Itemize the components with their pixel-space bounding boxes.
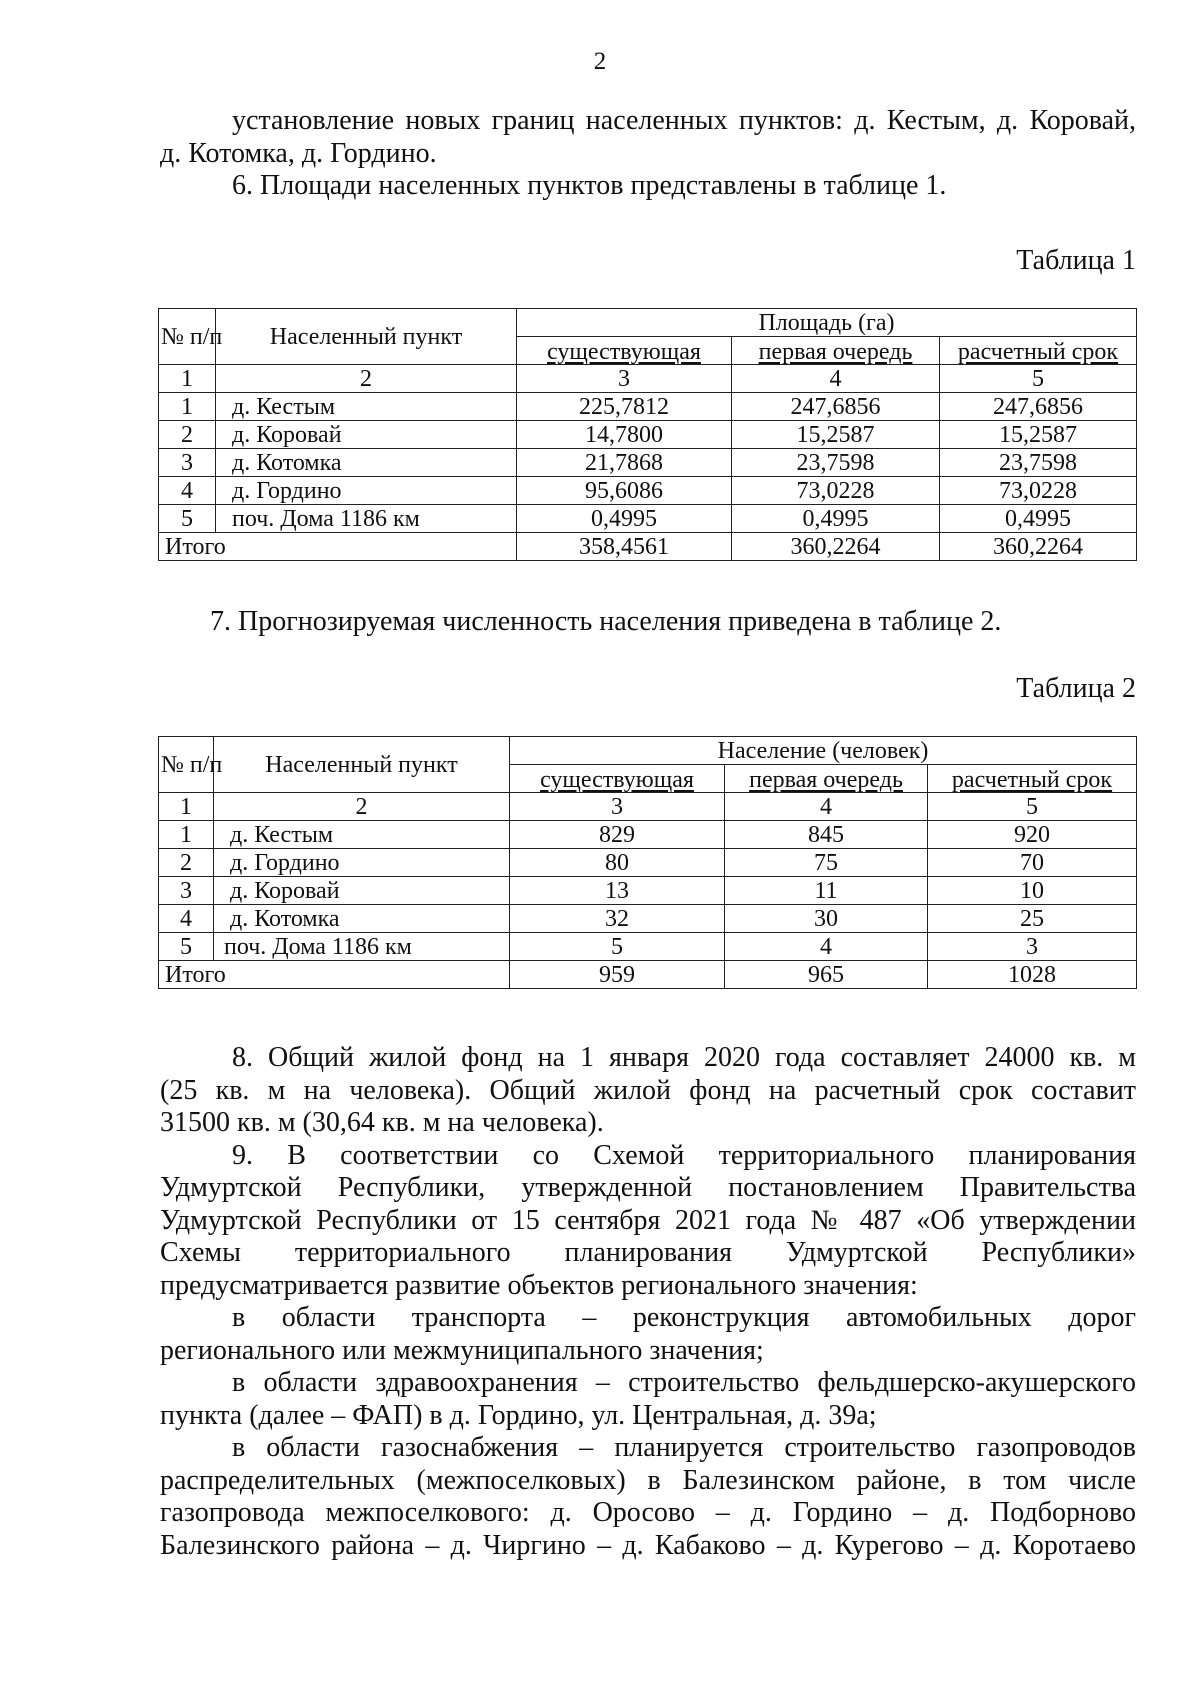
item-9-line: Удмуртской Республики, утвержденной постановлением Правительства <box>160 1172 1136 1203</box>
total-target-term: 1028 <box>928 961 1137 989</box>
settlement-name: поч. Дома 1186 км <box>214 933 510 961</box>
total-target-term: 360,2264 <box>940 533 1137 561</box>
settlement-name: д. Гордино <box>214 849 510 877</box>
item-9-line: Удмуртской Республики от 15 сентября 2021 года № 487 «Об утверждении <box>160 1204 1136 1236</box>
health-line: пункта (далее – ФАП) в д. Гордино, ул. Центральная, д. 39а; <box>160 1399 877 1431</box>
row-num: 2 <box>159 849 214 877</box>
first-stage-value: 845 <box>725 821 928 849</box>
settlement-name: д. Кестым <box>216 393 517 421</box>
table2-caption: Таблица 2 <box>1016 673 1136 704</box>
transport-line: регионального или межмуниципального значения; <box>160 1334 764 1366</box>
item-9-line: предусматривается развитие объектов регионального значения: <box>160 1269 918 1301</box>
intro-paragraph <box>160 105 1136 203</box>
target-term-value: 70 <box>928 849 1137 877</box>
settlement-name: д. Коровай <box>216 421 517 449</box>
col-target-term-header: расчетный срок <box>928 765 1137 793</box>
table-header-row <box>159 309 1137 337</box>
table-row <box>159 421 1137 449</box>
row-num: 2 <box>159 421 216 449</box>
table-row <box>159 821 1137 849</box>
total-label: Итого <box>159 961 510 989</box>
first-stage-value: 75 <box>725 849 928 877</box>
gas-line: в области газоснабжения – планируется строительство газопроводов <box>232 1432 1136 1463</box>
first-stage-value: 23,7598 <box>732 449 940 477</box>
item-8-line: 8. Общий жилой фонд на 1 января 2020 года составляет 24000 кв. м <box>232 1042 1136 1073</box>
row-num: 5 <box>159 933 214 961</box>
existing-value: 80 <box>510 849 725 877</box>
col-existing-header: существующая <box>510 765 725 793</box>
table-row <box>159 877 1137 905</box>
row-num: 4 <box>159 477 216 505</box>
total-label: Итого <box>159 533 517 561</box>
target-term-value: 15,2587 <box>940 421 1137 449</box>
row-num: 4 <box>159 905 214 933</box>
col-target-term-header: расчетный срок <box>940 337 1137 365</box>
index-cell: 4 <box>725 793 928 821</box>
table-index-row <box>159 793 1137 821</box>
total-first-stage: 965 <box>725 961 928 989</box>
col-first-stage-header: первая очередь <box>725 765 928 793</box>
target-term-value: 247,6856 <box>940 393 1137 421</box>
page-number: 2 <box>593 48 607 75</box>
item-9-line: 9. В соответствии со Схемой территориального планирования <box>232 1139 1136 1171</box>
item-8-line: (25 кв. м на человека). Общий жилой фонд на расчетный срок составит <box>160 1074 1136 1106</box>
index-cell: 5 <box>928 793 1137 821</box>
population-group-header: Население (человек) <box>510 737 1137 765</box>
first-stage-value: 73,0228 <box>732 477 940 505</box>
settlement-name: д. Котомка <box>214 905 510 933</box>
item-6: 6. Площади населенных пунктов представлены в таблице 1. <box>232 170 947 201</box>
table-index-row <box>159 365 1137 393</box>
table1-caption: Таблица 1 <box>1016 245 1136 276</box>
index-cell: 4 <box>732 365 940 393</box>
area-table <box>158 308 1137 561</box>
table-total-row <box>159 961 1137 989</box>
first-stage-value: 247,6856 <box>732 393 940 421</box>
target-term-value: 0,4995 <box>940 505 1137 533</box>
target-term-value: 10 <box>928 877 1137 905</box>
gas-line: газопровода межпоселкового: д. Оросово – д. Гордино – д. Подборново <box>160 1497 1136 1528</box>
col-existing-header: существующая <box>517 337 732 365</box>
row-num: 1 <box>159 393 216 421</box>
total-existing: 959 <box>510 961 725 989</box>
target-term-value: 73,0228 <box>940 477 1137 505</box>
health-line: в области здравоохранения – строительство фельдшерско-акушерского <box>232 1367 1136 1398</box>
settlement-name: д. Коровай <box>214 877 510 905</box>
intro-line: д. Котомка, д. Гордино. <box>160 137 437 169</box>
item-8-line: 31500 кв. м (30,64 кв. м на человека). <box>160 1107 604 1138</box>
first-stage-value: 4 <box>725 933 928 961</box>
col-name-header: Населенный пункт <box>214 737 510 793</box>
col-name-header: Населенный пункт <box>216 309 517 365</box>
table-row <box>159 905 1137 933</box>
transport-line: в области транспорта – реконструкция автомобильных дорог <box>232 1302 1136 1333</box>
index-cell: 5 <box>940 365 1137 393</box>
settlement-name: д. Котомка <box>216 449 517 477</box>
item-7-paragraph <box>160 606 1136 639</box>
col-num-header: № п/п <box>159 309 216 365</box>
item-7: 7. Прогнозируемая численность населения приведена в таблице 2. <box>210 606 1002 637</box>
existing-value: 13 <box>510 877 725 905</box>
existing-value: 14,7800 <box>517 421 732 449</box>
target-term-value: 920 <box>928 821 1137 849</box>
settlement-name: д. Кестым <box>214 821 510 849</box>
gas-line: Балезинского района – д. Чиргино – д. Кабаково – д. Курегово – д. Коротаево <box>160 1529 1136 1561</box>
area-group-header: Площадь (га) <box>517 309 1137 337</box>
existing-value: 21,7868 <box>517 449 732 477</box>
first-stage-value: 0,4995 <box>732 505 940 533</box>
existing-value: 225,7812 <box>517 393 732 421</box>
body-paragraphs <box>160 1042 1136 1562</box>
table-total-row <box>159 533 1137 561</box>
index-cell: 3 <box>517 365 732 393</box>
first-stage-value: 15,2587 <box>732 421 940 449</box>
intro-line: установление новых границ населенных пунктов: д. Кестым, д. Коровай, <box>232 105 1136 136</box>
row-num: 3 <box>159 877 214 905</box>
target-term-value: 3 <box>928 933 1137 961</box>
gas-line: распределительных (межпоселковых) в Балезинском районе, в том числе <box>160 1464 1136 1496</box>
col-num-header: № п/п <box>159 737 214 793</box>
table-row <box>159 449 1137 477</box>
index-cell: 1 <box>159 365 216 393</box>
row-num: 5 <box>159 505 216 533</box>
index-cell: 2 <box>216 365 517 393</box>
settlement-name: поч. Дома 1186 км <box>216 505 517 533</box>
first-stage-value: 11 <box>725 877 928 905</box>
item-9-line: Схемы территориального планирования Удмуртской Республики» <box>160 1237 1136 1268</box>
total-existing: 358,4561 <box>517 533 732 561</box>
total-first-stage: 360,2264 <box>732 533 940 561</box>
table-row <box>159 933 1137 961</box>
target-term-value: 23,7598 <box>940 449 1137 477</box>
existing-value: 5 <box>510 933 725 961</box>
first-stage-value: 30 <box>725 905 928 933</box>
target-term-value: 25 <box>928 905 1137 933</box>
row-num: 3 <box>159 449 216 477</box>
table-row <box>159 477 1137 505</box>
existing-value: 95,6086 <box>517 477 732 505</box>
existing-value: 0,4995 <box>517 505 732 533</box>
index-cell: 3 <box>510 793 725 821</box>
settlement-name: д. Гордино <box>216 477 517 505</box>
population-table <box>158 736 1137 989</box>
table-row <box>159 393 1137 421</box>
index-cell: 1 <box>159 793 214 821</box>
table-row <box>159 505 1137 533</box>
index-cell: 2 <box>214 793 510 821</box>
table-header-row <box>159 737 1137 765</box>
col-first-stage-header: первая очередь <box>732 337 940 365</box>
row-num: 1 <box>159 821 214 849</box>
existing-value: 829 <box>510 821 725 849</box>
existing-value: 32 <box>510 905 725 933</box>
table-row <box>159 849 1137 877</box>
